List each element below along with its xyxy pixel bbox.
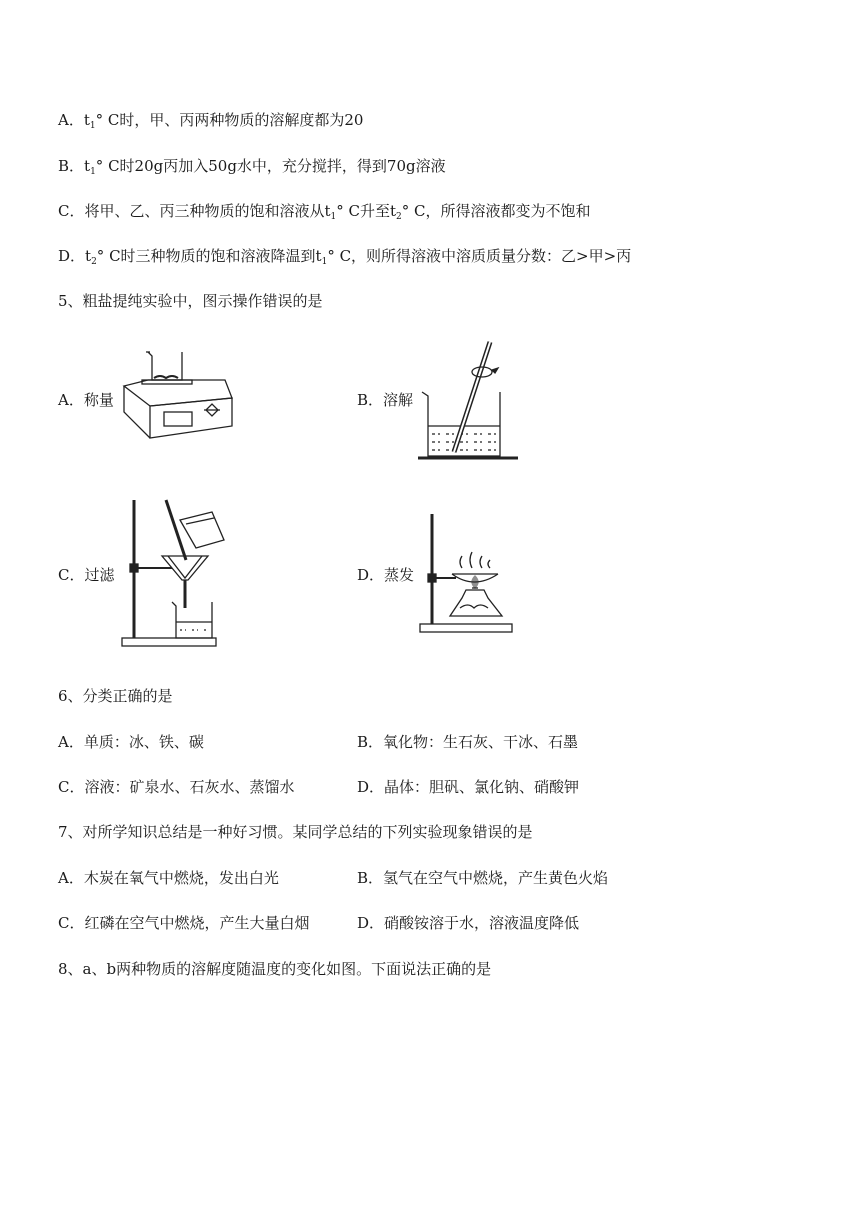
- q7-option-d: D．硝酸铵溶于水，溶液温度降低: [357, 914, 580, 932]
- q6-option-b: B．氧化物：生石灰、干冰、石墨: [357, 733, 579, 751]
- q6-option-a: A．单质：冰、铁、碳: [58, 733, 204, 751]
- filtration-apparatus-figure: [120, 498, 235, 650]
- evaporation-apparatus-figure: [418, 512, 518, 636]
- balance-weighing-figure: [120, 348, 235, 443]
- q4-option-a: A．$t_1^\circ$ C时，甲、丙两种物质的溶解度都为20: [58, 111, 364, 131]
- q7-option-c: C．红磷在空气中燃烧，产生大量白烟: [58, 914, 310, 932]
- q7-stem: 7、对所学知识总结是一种好习惯。某同学总结的下列实验现象错误的是: [58, 823, 533, 841]
- q6-stem: 6、分类正确的是: [58, 687, 173, 705]
- dissolving-beaker-figure: [418, 338, 528, 463]
- q5-option-c-label: C．过滤: [58, 566, 115, 584]
- q7-option-a: A．木炭在氧气中燃烧，发出白光: [58, 869, 279, 887]
- q4-option-c: C．将甲、乙、丙三种物质的饱和溶液从$t_1^\circ$ C升至$t_2^\circ$ C，所得溶液都变为不饱和: [58, 202, 591, 222]
- q8-stem: 8、a、b两种物质的溶解度随温度的变化如图。下面说法正确的是: [58, 960, 492, 978]
- q5-option-b-label: B．溶解: [357, 391, 414, 409]
- q5-stem: 5、粗盐提纯实验中，图示操作错误的是: [58, 292, 323, 310]
- q6-option-d: D．晶体：胆矾、氯化钠、硝酸钾: [357, 778, 580, 796]
- q5-option-a-label: A．称量: [58, 391, 114, 409]
- q4-option-d: D．$t_2^\circ$ C时三种物质的饱和溶液降温到$t_1^\circ$ C，则所得溶液中溶质质量分数：乙>甲>丙: [58, 247, 632, 267]
- q4-option-b: B．$t_1^\circ$ C时20g丙加入50g水中，充分搅拌，得到70g溶液: [58, 157, 446, 177]
- q5-option-d-label: D．蒸发: [357, 566, 415, 584]
- q7-option-b: B．氢气在空气中燃烧，产生黄色火焰: [357, 869, 609, 887]
- q6-option-c: C．溶液：矿泉水、石灰水、蒸馏水: [58, 778, 295, 796]
